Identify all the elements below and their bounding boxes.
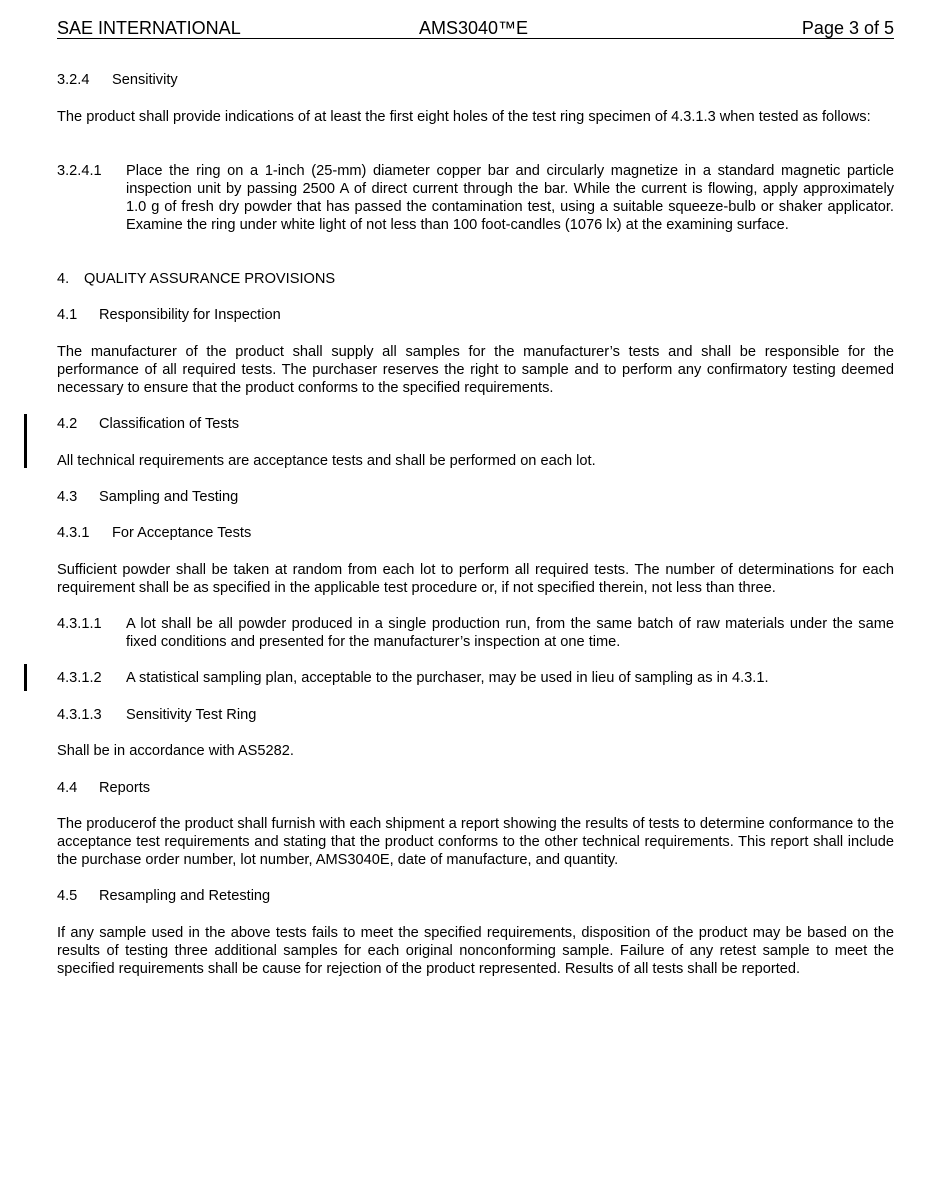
section-3-2-4-heading [57, 71, 178, 89]
section-3-2-4-1 [57, 162, 894, 234]
section-number: 4.3 [57, 489, 78, 505]
section-4-3-1-1 [57, 615, 894, 651]
section-title: Responsibility for Inspection [99, 307, 281, 323]
section-4-5-heading [57, 887, 270, 905]
section-number: 4.2 [57, 416, 78, 432]
section-4-3-1-3-heading [57, 706, 894, 724]
section-4-4-heading [57, 779, 150, 797]
section-title: For Acceptance Tests [112, 525, 252, 541]
section-title: Sensitivity [112, 72, 178, 88]
section-4-3-1-2 [57, 669, 894, 687]
section-4-3-1-body: Sufficient powder shall be taken at random from each lot to perform all required tests. The number of determinations for each requirement shall be as specified in the applicable test procedure or, if not specified therein, not less than three. [57, 562, 894, 596]
section-4-1-heading [57, 306, 281, 324]
section-4-3-1-heading [57, 524, 251, 542]
section-body: A statistical sampling plan, acceptable to the purchaser, may be used in lieu of sampling as in 4.3.1. [126, 670, 769, 686]
section-number: 4.3.1 [57, 525, 90, 541]
revision-change-bar [24, 414, 27, 468]
section-4-5-body: If any sample used in the above tests fails to meet the specified requirements, disposition of the product may be based on the results of testing three additional samples for each original nonconforming sample. Failure of any retest sample to meet the specified requirements shall be cause for rejection of the product represented. Results of all tests shall be reported. [57, 925, 894, 977]
section-4-heading [57, 270, 335, 288]
section-title: Classification of Tests [99, 416, 240, 432]
section-4-1-body: The manufacturer of the product shall supply all samples for the manufacturer’s tests and shall be responsible for the performance of all required tests. The purchaser reserves the right to sample and to perform any confirmatory testing deemed necessary to ensure that the product conforms to the specified requirements. [57, 344, 894, 396]
section-number: 4.3.1.1 [57, 616, 102, 632]
section-title: Reports [99, 780, 151, 796]
section-body: Place the ring on a 1-inch (25-mm) diameter copper bar and circularly magnetize in a standard magnetic particle inspection unit by passing 2500 A of direct current through the bar. While the current is flowing, apply approximately 1.0 g of fresh dry powder that has passed the contamination test, using a suitable squeeze-bulb or shaker applicator. Examine the ring under white light of not less than 100 foot-candles (1076 lx) at the examining surface. [126, 163, 894, 233]
section-4-2-body: All technical requirements are acceptance tests and shall be performed on each lot. [57, 453, 596, 469]
section-number: 3.2.4 [57, 72, 90, 88]
section-3-2-4-body: The product shall provide indications of at least the first eight holes of the test ring specimen of 4.3.1.3 when tested as follows: [57, 109, 871, 125]
section-4-2-heading [57, 415, 239, 433]
section-number: 4.5 [57, 888, 78, 904]
header-doc-number: AMS3040™E [419, 18, 529, 38]
section-body: A lot shall be all powder produced in a single production run, from the same batch of raw materials under the same fixed conditions and presented for the manufacturer’s inspection at one time. [126, 616, 894, 650]
section-number: 4.3.1.2 [57, 670, 102, 686]
section-title: QUALITY ASSURANCE PROVISIONS [84, 271, 336, 287]
section-title: Resampling and Retesting [99, 888, 271, 904]
section-number: 4.3.1.3 [57, 707, 102, 723]
section-4-3-1-3-body: Shall be in accordance with AS5282. [57, 743, 294, 759]
section-number: 4.1 [57, 307, 78, 323]
section-number: 3.2.4.1 [57, 163, 102, 179]
section-4-4-body: The producerof the product shall furnish with each shipment a report showing the results of tests to determine conformance to the acceptance test requirements and stating that the product conforms to the other technical requirements. This report shall include the purchase order number, lot number, AMS3040E, date of manufacture, and quantity. [57, 816, 894, 868]
section-number: 4. [57, 271, 70, 287]
section-title: Sensitivity Test Ring [126, 707, 257, 723]
revision-change-bar [24, 664, 27, 691]
header-org: SAE INTERNATIONAL [57, 18, 241, 38]
page-header [57, 18, 894, 39]
section-title: Sampling and Testing [99, 489, 239, 505]
section-4-3-heading [57, 488, 238, 506]
header-page-number: Page 3 of 5 [801, 18, 894, 38]
section-number: 4.4 [57, 780, 78, 796]
